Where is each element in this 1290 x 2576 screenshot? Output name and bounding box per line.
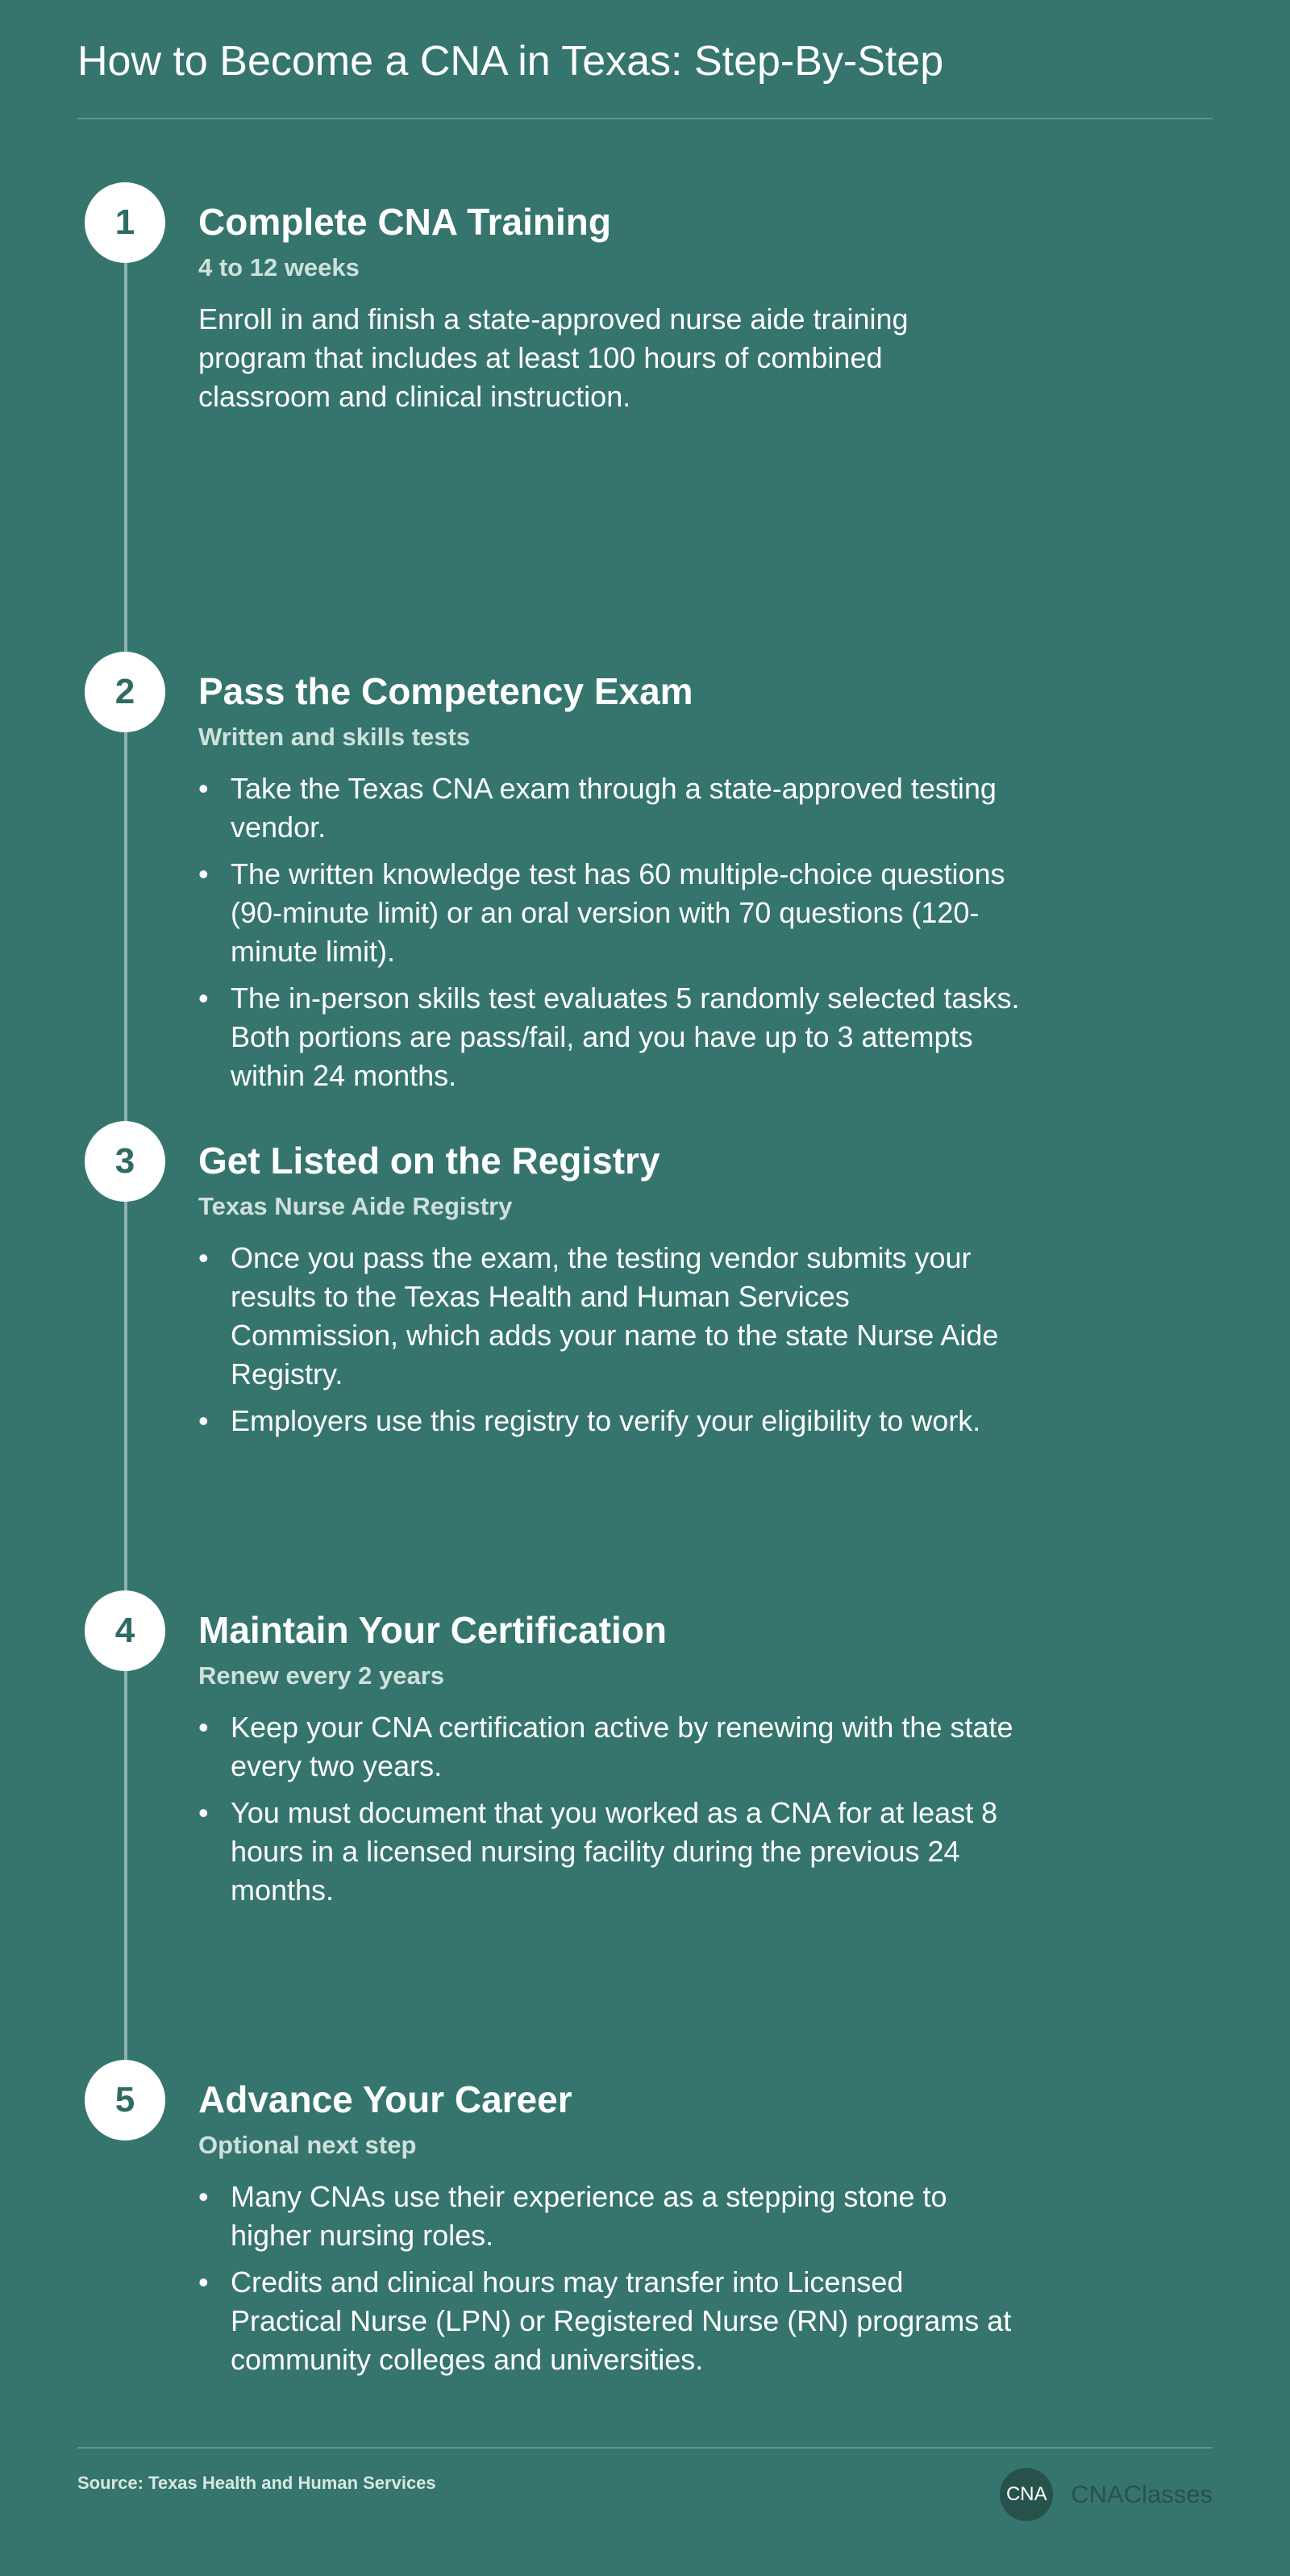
step-number-badge: 5 — [85, 2060, 165, 2140]
step-title: Get Listed on the Registry — [198, 1140, 660, 1182]
brand-name: CNAClasses — [1071, 2480, 1213, 2508]
step-bullet-list — [198, 769, 1021, 1095]
bullet-text: Credits and clinical hours may transfer into Licensed Practical Nurse (LPN) or Registered Nurse (RN) programs at community colleges and universities. — [231, 2265, 1012, 2376]
bullet-icon: • — [198, 2265, 209, 2299]
bullet-icon: • — [198, 1404, 209, 1437]
step-title: Advance Your Career — [198, 2078, 572, 2120]
bullet-item — [198, 769, 1021, 847]
step-number-badge: 4 — [85, 1590, 165, 1671]
step-subtitle: Renew every 2 years — [198, 1661, 445, 1690]
bullet-item — [198, 1794, 1021, 1910]
step-content — [198, 182, 1037, 416]
bullet-icon: • — [198, 1241, 209, 1274]
bullet-text: Once you pass the exam, the testing vendor submits your results to the Texas Health and Human Services Commission, which adds your name to the state Nurse Aide Registry. — [231, 1241, 999, 1390]
step-subtitle: Optional next step — [198, 2131, 417, 2159]
step-number-badge: 1 — [85, 182, 165, 263]
bullet-item — [198, 2263, 1021, 2379]
step-title: Pass the Competency Exam — [198, 670, 693, 712]
step-title: Complete CNA Training — [198, 201, 611, 243]
bullet-item — [198, 1708, 1021, 1786]
step-description: Enroll in and finish a state-approved nurse aide training program that includes at least 100 hours of combined classroom and clinical instruction. — [198, 302, 909, 413]
step-content — [198, 652, 1037, 1103]
bullet-item — [198, 2178, 1021, 2255]
step-subtitle: Written and skills tests — [198, 723, 471, 751]
header-divider — [77, 118, 1213, 119]
bullet-text: Keep your CNA certification active by renewing with the state every two years. — [231, 1711, 1013, 1782]
bullet-icon: • — [198, 2180, 209, 2213]
bullet-text: Employers use this registry to verify your eligibility to work. — [231, 1404, 981, 1437]
bullet-text: Many CNAs use their experience as a stepping stone to higher nursing roles. — [231, 2180, 947, 2252]
page-title: How to Become a CNA in Texas: Step-By-Step — [77, 38, 944, 85]
bullet-icon: • — [198, 1711, 209, 1744]
bullet-icon: • — [198, 982, 209, 1015]
bullet-icon: • — [198, 857, 209, 890]
step-subtitle: 4 to 12 weeks — [198, 253, 360, 281]
step-bullet-list — [198, 1708, 1021, 1910]
bullet-item — [198, 1402, 1021, 1440]
step-content — [198, 1590, 1037, 1918]
bullet-item — [198, 1239, 1021, 1394]
source-note: Source: Texas Health and Human Services — [77, 2473, 436, 2493]
bullet-icon: • — [198, 772, 209, 805]
step-number-badge: 2 — [85, 652, 165, 732]
bullet-text: The written knowledge test has 60 multiple-choice questions (90-minute limit) or an oral version with 70 questions (120-minute limit). — [231, 857, 1005, 968]
brand-badge: CNA — [1000, 2468, 1053, 2521]
step-title: Maintain Your Certification — [198, 1609, 668, 1651]
step-bullet-list — [198, 1239, 1021, 1440]
bullet-text: You must document that you worked as a CNA for at least 8 hours in a licensed nursing facility during the previous 24 months. — [231, 1796, 998, 1907]
footer-divider — [77, 2447, 1213, 2449]
step-subtitle: Texas Nurse Aide Registry — [198, 1192, 513, 1220]
bullet-text: Take the Texas CNA exam through a state-approved testing vendor. — [231, 772, 997, 844]
step-number-badge: 3 — [85, 1121, 165, 1202]
bullet-text: The in-person skills test evaluates 5 randomly selected tasks. Both portions are pass/fail, and you have up to 3 attempts within 24 months. — [231, 982, 1020, 1092]
brand-logo[interactable] — [1000, 2468, 1213, 2521]
bullet-item — [198, 855, 1021, 971]
bullet-item — [198, 979, 1021, 1095]
step-content — [198, 1121, 1037, 1448]
bullet-icon: • — [198, 1796, 209, 1829]
step-content — [198, 2060, 1037, 2387]
step-bullet-list — [198, 2178, 1021, 2379]
